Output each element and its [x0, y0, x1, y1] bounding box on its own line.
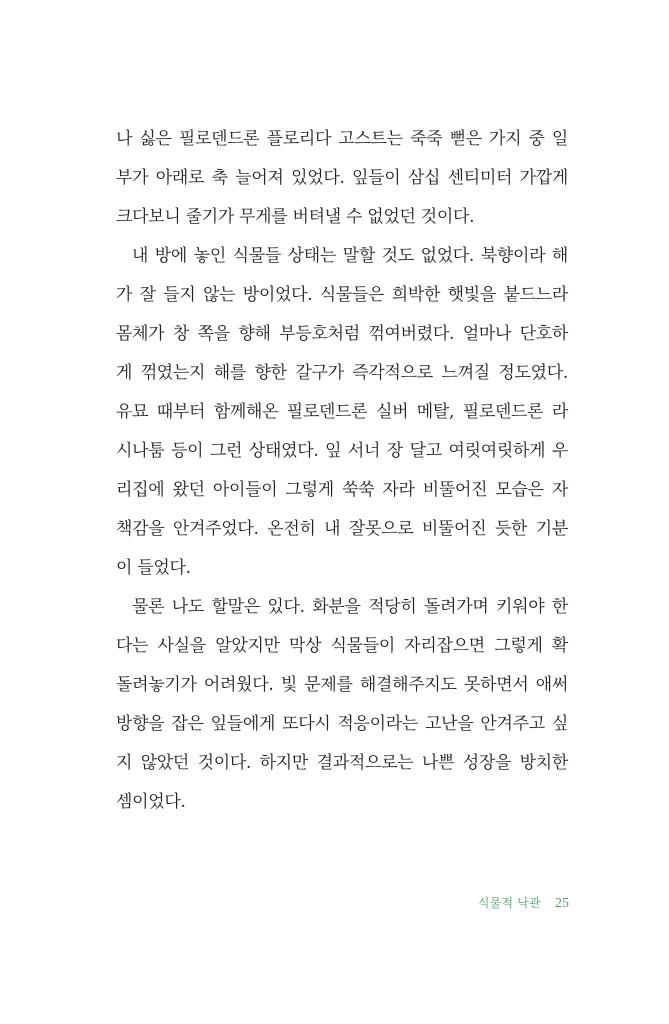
- running-title: 식물적 낙관: [477, 896, 541, 910]
- text-line: 리집에 왔던 아이들이 그렇게 쑥쑥 자라 비뚤어진 모습은 자: [116, 480, 568, 500]
- text-line: 부가 아래로 축 늘어져 있었다. 잎들이 삼십 센티미터 가깝게: [116, 168, 568, 188]
- page-number: 25: [555, 896, 569, 911]
- text-line: 돌려놓기가 어려웠다. 빛 문제를 해결해주지도 못하면서 애써: [116, 675, 568, 695]
- paragraph: [116, 120, 568, 237]
- text-line: 이 들었다.: [116, 558, 191, 578]
- text-line: 방향을 잡은 잎들에게 또다시 적응이라는 고난을 안겨주고 싶: [116, 714, 568, 734]
- body-text: [116, 120, 568, 822]
- text-line: 크다보니 줄기가 무게를 버텨낼 수 없었던 것이다.: [116, 207, 475, 227]
- text-line: 몸체가 창 쪽을 향해 부등호처럼 꺾여버렸다. 얼마나 단호하: [116, 324, 568, 344]
- text-line: 물론 나도 할말은 있다. 화분을 적당히 돌려가며 키워야 한: [132, 597, 568, 617]
- text-line: 다는 사실을 알았지만 막상 식물들이 자리잡으면 그렇게 확: [116, 636, 568, 656]
- text-line: 셈이었다.: [116, 792, 186, 812]
- page-footer: [478, 893, 569, 914]
- text-line: 가 잘 들지 않는 방이었다. 식물들은 희박한 햇빛을 붙드느라: [116, 285, 568, 305]
- text-line: 책감을 안겨주었다. 온전히 내 잘못으로 비뚤어진 듯한 기분: [116, 519, 568, 539]
- paragraph: [116, 237, 568, 588]
- text-line: 시나툼 등이 그런 상태였다. 잎 서너 장 달고 여릿여릿하게 우: [116, 441, 568, 461]
- text-line: 내 방에 놓인 식물들 상태는 말할 것도 없었다. 북향이라 해: [132, 246, 568, 266]
- paragraph: [116, 588, 568, 822]
- text-line: 게 꺾였는지 해를 향한 갈구가 즉각적으로 느껴질 정도였다.: [116, 363, 568, 383]
- text-line: 나 싫은 필로덴드론 플로리다 고스트는 죽죽 뻗은 가지 중 일: [116, 129, 568, 149]
- text-line: 지 않았던 것이다. 하지만 결과적으로는 나쁜 성장을 방치한: [116, 753, 568, 773]
- text-line: 유묘 때부터 함께해온 필로덴드론 실버 메탈, 필로덴드론 라: [116, 402, 568, 422]
